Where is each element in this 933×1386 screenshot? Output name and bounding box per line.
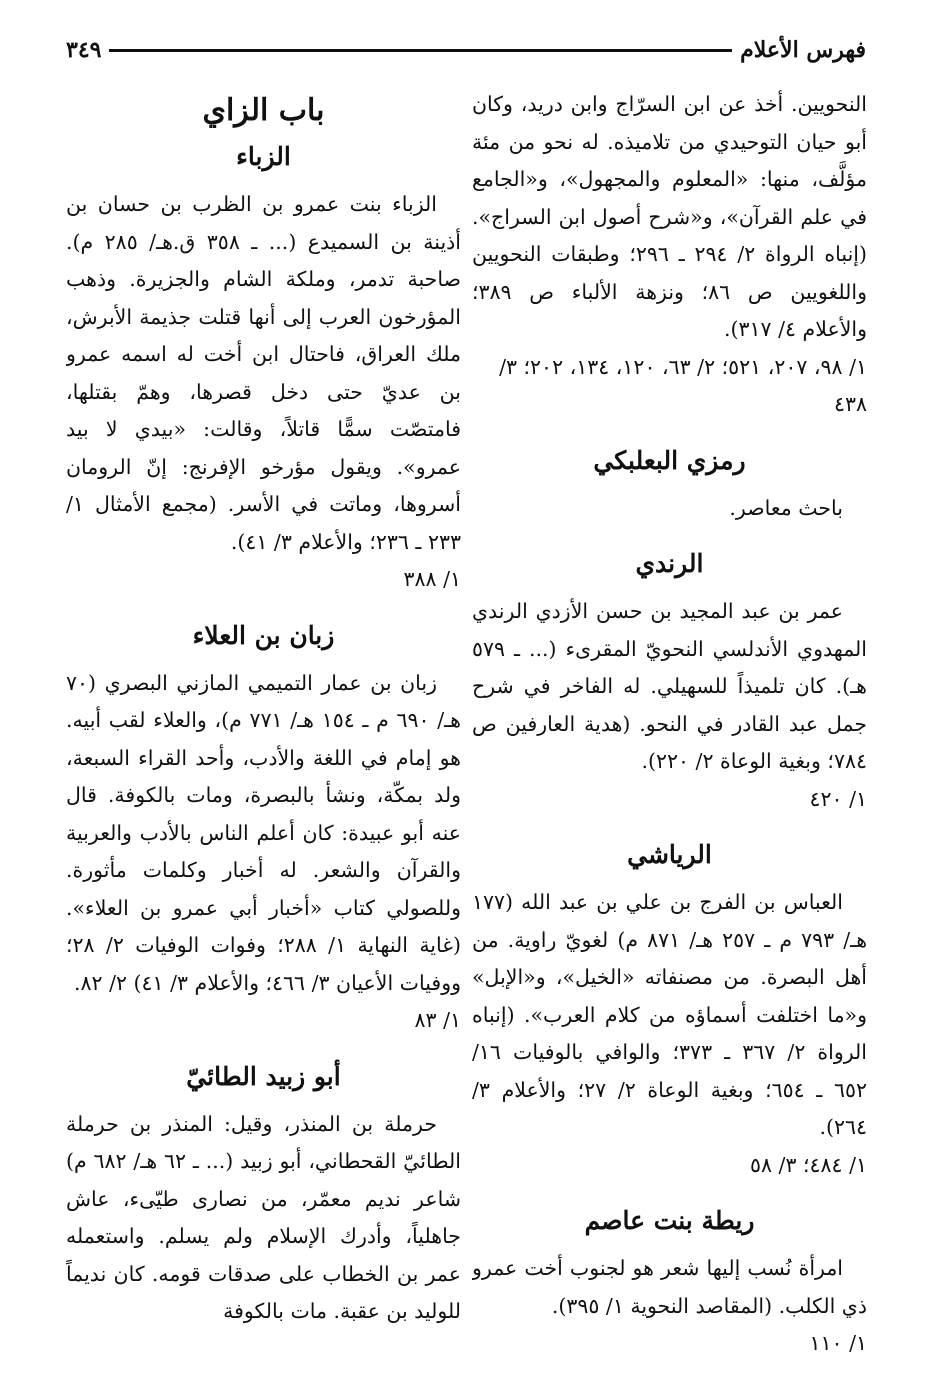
page-header	[66, 30, 866, 70]
entry-text: العباس بن الفرج بن علي بن عبد الله (١٧٧ هـ/ ٧٩٣ م ـ ٢٥٧ هـ/ ٨٧١ م) لغويّ راوية. من أهل البصرة. من مصنفاته «الخيل»، و«الإبل» و«ما اختلفت أسماؤه من كلام العرب». (إنباه الرواة ٢/ ٣٦٧ ـ ٣٧٣؛ والوافي بالوفيات ١٦/ ٦٥٢ ـ ٦٥٤؛ وبغية الوعاة ٢/ ٢٧؛ والأعلام ٣/ ٢٦٤).	[472, 890, 867, 1139]
entry-text: زبان بن عمار التميمي المازني البصري (٧٠ هـ/ ٦٩٠ م ـ ١٥٤ هـ/ ٧٧١ م)، والعلاء لقب أبيه. هو إمام في اللغة والأدب، وأحد القراء السبعة، ولد بمكّة، ونشأ بالبصرة، ومات بالكوفة. قال عنه أبو عبيدة: كان أعلم الناس بالأدب والعربية والقرآن والشعر. له أخبار وكلمات مأثورة. وللصولي كتاب «أخبار أبي عمرو بن العلاء». (غاية النهاية ١/ ٢٨٨؛ وفوات الوفيات ٢/ ٢٨؛ ووفيات الأعيان ٣/ ٤٦٦؛ والأعلام ٣/ ٤١) ٢/ ٨٢.	[66, 670, 461, 995]
page-number: ٣٤٩	[66, 37, 102, 63]
entry-title: زبان بن العلاء	[192, 620, 335, 650]
entry-text: باحث معاصر.	[729, 495, 843, 520]
entry-title: ريطة بنت عاصم	[584, 1206, 755, 1235]
entry-ref: ١/ ٤٨٤؛ ٣/ ٥٨	[749, 1152, 867, 1177]
entry-ref: ١/ ٤٢٠	[809, 786, 867, 811]
right-column	[472, 86, 867, 1356]
entry-text: امرأة نُسب إليها شعر هو لجنوب أخت عمرو ذي الكلب. (المقاصد النحوية ١/ ٣٩٥).	[472, 1256, 867, 1318]
header-rule	[109, 49, 732, 52]
entry-text: الزباء بنت عمرو بن الظرب بن حسان بن أذينة بن السميدع (... ـ ٣٥٨ ق.هـ/ ٢٨٥ م). صاحبة تدمر، وملكة الشام والجزيرة. وذهب المؤرخون العرب إلى أنها قتلت جذيمة الأبرش، ملك العراق، فاحتال ابن أخت له اسمه عمرو بن عديّ حتى دخل قصرها، وهمّ بقتلها، فامتصّت سمًّا قاتلاً، وقالت: «بيدي لا بيد عمرو». ويقول مؤرخو الإفرنج: إنّ الرومان أسروها، وماتت في الأسر. (مجمع الأمثال ١/ ٢٣٣ ـ ٢٣٦؛ والأعلام ٣/ ٤١).	[66, 192, 461, 554]
entry-ref: ١/ ٨٣	[414, 1008, 461, 1032]
entry-text: حرملة بن المنذر، وقيل: المنذر بن حرملة الطائيّ القحطاني، أبو زبيد (... ـ ٦٢ هـ/ ٦٨٢ م) شاعر نديم معمّر، من نصارى طيّىء، عاش جاهلياً، وأدرك الإسلام ولم يسلم. واستعمله عمر بن الخطاب على صدقات قومه. كان نديماً للوليد بن عقبة. مات بالكوفة	[66, 1111, 461, 1323]
entry-title: الرياشي	[627, 840, 712, 869]
entry-title: رمزي البعلبكي	[593, 445, 746, 475]
continued-entry-ref: ١/ ٩٨، ٢٠٧، ٥٢١؛ ٢/ ٦٣، ١٢٠، ١٣٤، ٢٠٢؛ ٣/ ٤٣٨	[499, 354, 867, 416]
entry-title: الرندي	[635, 549, 704, 578]
entry-title: أبو زبيد الطائيّ	[186, 1061, 341, 1091]
entry-title: الزباء	[236, 142, 291, 171]
entry-text: عمر بن عبد المجيد بن حسن الأزدي الرندي المهدوي الأندلسي النحويّ المقرىء (... ـ ٥٧٩ هـ). كان تلميذاً للسهيلي. له الفاخر في شرح جمل عبد القادر في النحو. (هدية العارفين ص ٧٨٤؛ وبغية الوعاة ٢/ ٢٢٠).	[472, 599, 867, 773]
running-title: فهرس الأعلام	[740, 37, 866, 63]
entry-ref: ١/ ١١٠	[809, 1331, 867, 1355]
left-column	[66, 86, 461, 1356]
entry-ref: ١/ ٣٨٨	[403, 567, 461, 591]
chapter-title: باب الزاي	[202, 93, 325, 128]
continued-entry-text: النحويين. أخذ عن ابن السرّاج وابن دريد، وكان أبو حيان التوحيدي من تلاميذه. له نحو من مئة مؤلَّف، منها: «المعلوم والمجهول»، و«الجامع في علم القرآن»، و«شرح أصول ابن السراج». (إنباه الرواة ٢/ ٢٩٤ ـ ٢٩٦؛ وطبقات النحويين واللغويين ص ٨٦؛ ونزهة الألباء ص ٣٨٩؛ والأعلام ٤/ ٣١٧).	[472, 92, 867, 341]
